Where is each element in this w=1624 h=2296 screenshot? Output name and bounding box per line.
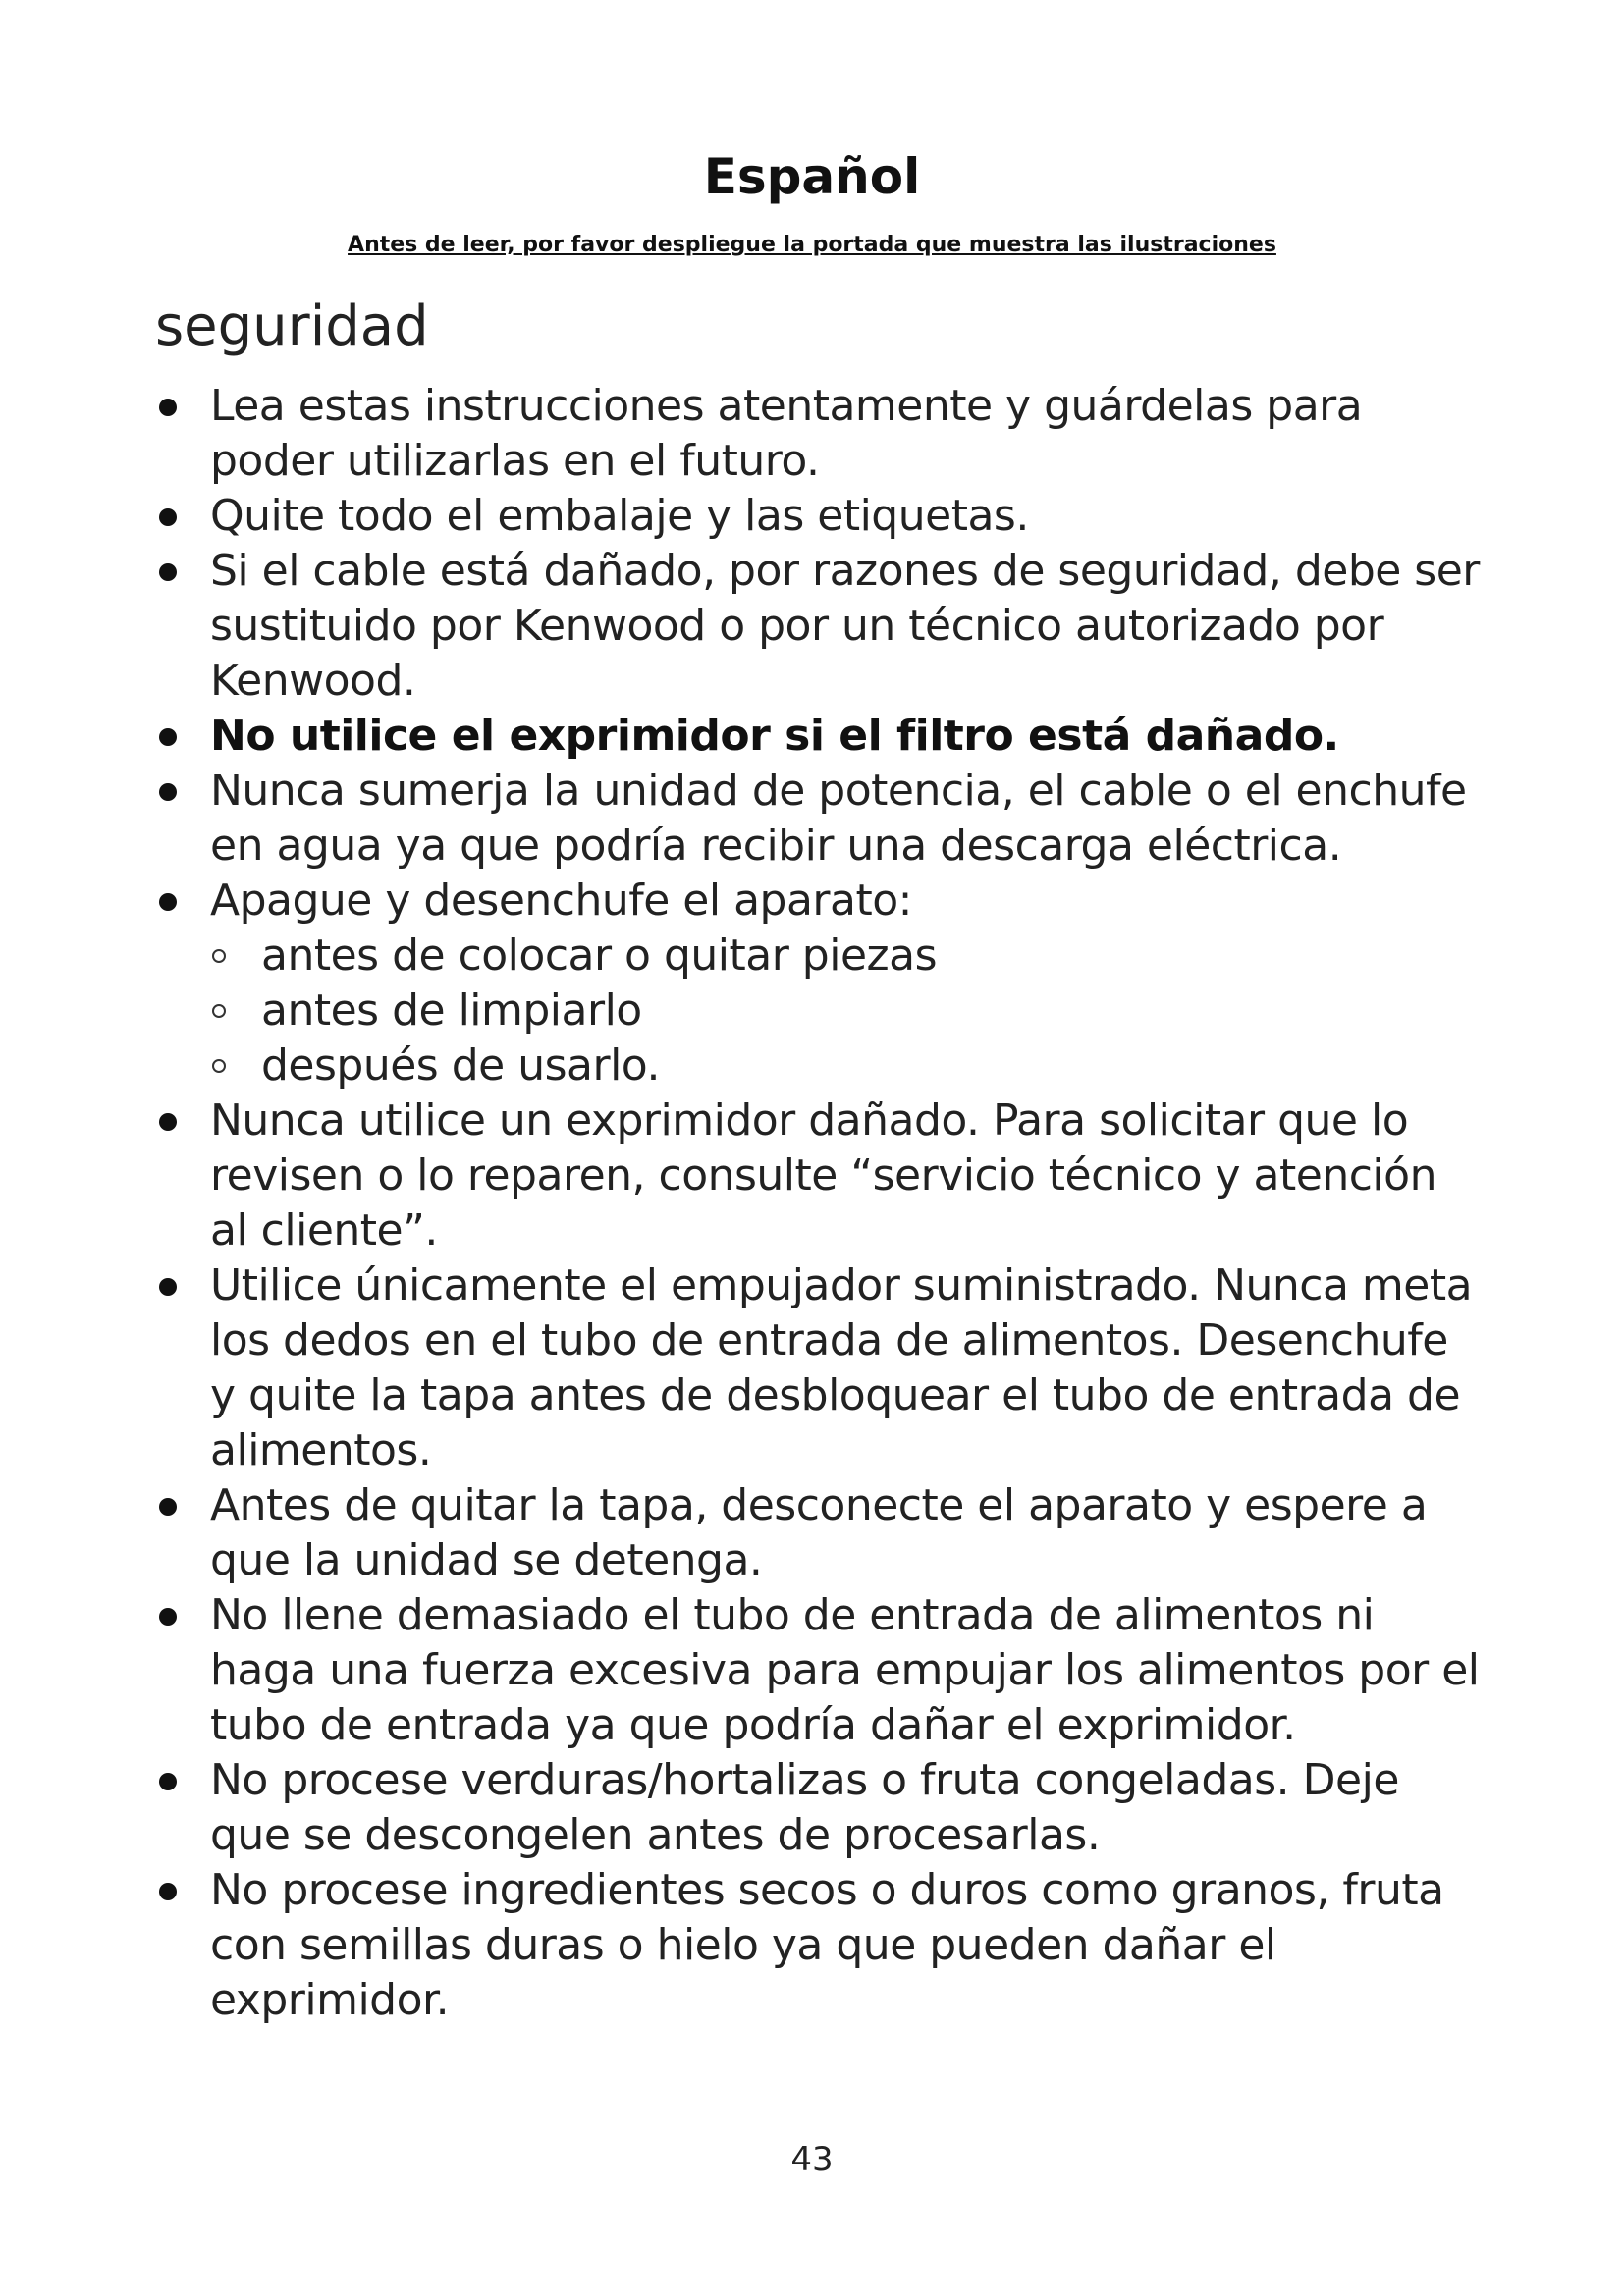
sub-list-item: [210, 1039, 1481, 1094]
bullet-icon: [159, 563, 177, 581]
bullet-icon: [159, 508, 177, 526]
list-item: [155, 1478, 1481, 1588]
safety-list: [155, 379, 1481, 2028]
bullet-icon: [159, 1883, 177, 1900]
list-item-text: Quite todo el embalaje y las etiquetas.: [210, 491, 1029, 541]
list-item: [155, 1588, 1481, 1753]
list-item-text: Lea estas instrucciones atentamente y guárdelas para poder utilizarlas en el futuro.: [210, 381, 1363, 486]
bullet-icon: [159, 1278, 177, 1296]
bullet-icon: [159, 783, 177, 801]
bullet-icon: [159, 1608, 177, 1626]
list-item-text: Nunca sumerja la unidad de potencia, el cable o el enchufe en agua ya que podría recibir una descarga eléctrica.: [210, 766, 1467, 871]
list-item-text: No utilice el exprimidor si el filtro está dañado.: [210, 711, 1339, 761]
list-item: [155, 1753, 1481, 1863]
bullet-icon: [159, 1113, 177, 1131]
sub-list: [210, 929, 1481, 1094]
list-item-text: No llene demasiado el tubo de entrada de alimentos ni haga una fuerza excesiva para empujar los alimentos por el tubo de entrada ya que podría dañar el exprimidor.: [210, 1590, 1480, 1750]
list-item-text: No procese ingredientes secos o duros como granos, fruta con semillas duras o hielo ya que pueden dañar el exprimidor.: [210, 1865, 1444, 2025]
circle-bullet-icon: [212, 1004, 226, 1018]
list-item-text: Utilice únicamente el empujador suministrado. Nunca meta los dedos en el tubo de entrada de alimentos. Desenchufe y quite la tapa antes de desbloquear el tubo de entrada de alimentos.: [210, 1260, 1473, 1475]
list-item-text: Apague y desenchufe el aparato:: [210, 876, 912, 926]
bullet-icon: [159, 893, 177, 911]
sub-list-item: [210, 984, 1481, 1039]
list-item-warning: [155, 709, 1481, 764]
list-item: [155, 1094, 1481, 1258]
list-item: [155, 874, 1481, 1094]
list-item: [155, 544, 1481, 709]
list-item: [155, 379, 1481, 489]
list-item-text: Antes de quitar la tapa, desconecte el aparato y espere a que la unidad se detenga.: [210, 1480, 1428, 1585]
bullet-icon: [159, 399, 177, 416]
page-subtitle: Antes de leer, por favor despliegue la portada que muestra las ilustraciones: [348, 233, 1276, 257]
list-item: [155, 489, 1481, 544]
bullet-icon: [159, 1773, 177, 1790]
list-item: [155, 1258, 1481, 1478]
page-number: 43: [790, 2140, 834, 2179]
circle-bullet-icon: [212, 1059, 226, 1073]
list-item: [155, 1863, 1481, 2028]
sub-list-item-text: antes de colocar o quitar piezas: [261, 931, 937, 981]
list-item: [155, 764, 1481, 874]
list-item-text: Nunca utilice un exprimidor dañado. Para solicitar que lo revisen o lo reparen, consulte “servicio técnico y atención al cliente”.: [210, 1095, 1436, 1255]
sub-list-item: [210, 929, 1481, 984]
list-item-text: Si el cable está dañado, por razones de seguridad, debe ser sustituido por Kenwood o por un técnico autorizado por Kenwood.: [210, 546, 1480, 706]
bullet-icon: [159, 1498, 177, 1516]
page-title: Español: [703, 148, 921, 205]
list-item-text: No procese verduras/hortalizas o fruta congeladas. Deje que se descongelen antes de procesarlas.: [210, 1755, 1399, 1860]
bullet-icon: [159, 728, 177, 746]
circle-bullet-icon: [212, 949, 226, 963]
sub-list-item-text: antes de limpiarlo: [261, 986, 642, 1036]
sub-list-item-text: después de usarlo.: [261, 1041, 660, 1091]
section-heading: seguridad: [155, 294, 429, 358]
